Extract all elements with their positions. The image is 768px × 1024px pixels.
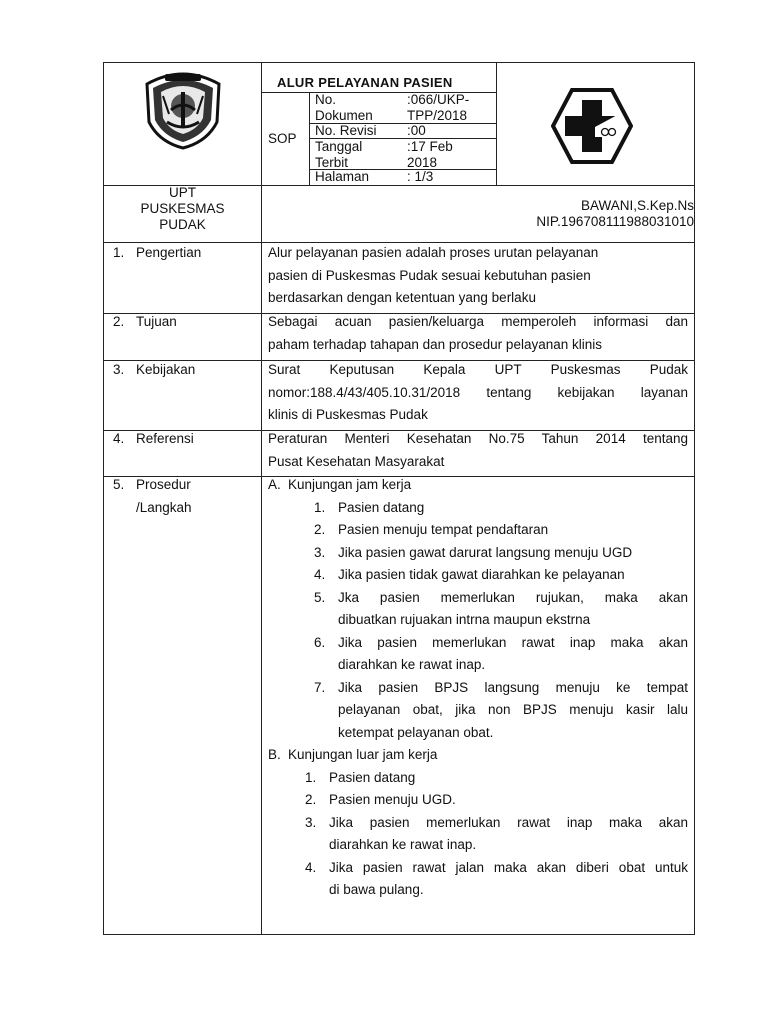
meta-value-tanggal: :17 Feb 2018 — [407, 139, 453, 170]
list-item: 1. Pasien datang — [305, 769, 416, 785]
meta-value-halaman: : 1/3 — [407, 169, 434, 184]
list-item: 4. Jika pasien rawat jalan maka akan diberi obat untuk di bawa pulang. — [305, 859, 688, 897]
document-title: ALUR PELAYANAN PASIEN — [277, 75, 453, 90]
procedure-group-heading: B. Kunjungan luar jam kerja — [268, 747, 438, 762]
list-item: 7. Jika pasien BPJS langsung menuju ke tempat pelayanan obat, jika non BPJS menuju kasir lalu ketempat pelayanan obat. — [314, 679, 688, 740]
section-label-tujuan: Tujuan — [136, 314, 177, 329]
section-content-tujuan: Sebagai acuan pasien/keluarga memperoleh informasi dan paham terhadap tahapan dan prosedur pelayanan klinis — [268, 314, 688, 352]
procedure-list-b — [305, 767, 688, 902]
procedure-group-heading: A. Kunjungan jam kerja — [268, 477, 412, 492]
section-number: 3. — [113, 362, 125, 377]
section-label-referensi: Referensi — [136, 431, 194, 446]
meta-label-halaman: Halaman — [315, 169, 370, 184]
sop-label: SOP — [268, 131, 297, 146]
column-divider — [261, 63, 262, 935]
list-item: 3. Jika pasien gawat darurat langsung menuju UGD — [314, 544, 633, 560]
section-number: 1. — [113, 245, 125, 260]
meta-label-no-dokumen: No. Dokumen — [315, 92, 373, 123]
regency-seal-icon — [137, 66, 229, 150]
section-number: 2. — [113, 314, 125, 329]
procedure-list-a — [314, 497, 688, 745]
list-item: 2. Pasien menuju UGD. — [305, 792, 456, 807]
meta-label-revisi: No. Revisi — [315, 123, 377, 138]
header-right-divider — [496, 63, 497, 185]
section-label-prosedur: Prosedur /Langkah — [136, 477, 192, 515]
list-item: 5. Jka pasien memerlukan rujukan, maka akan dibuatkan rujuakan intrna maupun ekstrna — [314, 589, 688, 627]
list-item: 2. Pasien menuju tempat pendaftaran — [314, 522, 549, 537]
meta-value-revisi: :00 — [407, 123, 426, 138]
sop-document — [103, 62, 695, 935]
list-item: 1. Pasien datang — [314, 499, 425, 515]
section-content-kebijakan: Surat Keputusan Kepala UPT Puskesmas Pudak nomor:188.4/43/405.10.31/2018 tentang kebijakan layanan klinis di Puskesmas Pudak — [268, 362, 688, 422]
signatory-nip: NIP.196708111988031010 — [536, 214, 694, 229]
section-content-pengertian: Alur pelayanan pasien adalah proses urutan pelayanan pasien di Puskesmas Pudak sesuai kebutuhan pasien berdasarkan dengan ketentuan yang berlaku — [268, 245, 599, 305]
section-number: 5. — [113, 477, 125, 492]
signatory — [496, 198, 694, 230]
meta-value-no-dokumen: :066/UKP- TPP/2018 — [407, 92, 470, 123]
section-number: 4. — [113, 431, 125, 446]
puskesmas-cross-icon — [551, 87, 633, 165]
list-item: 3. Jika pasien memerlukan rawat inap maka akan diarahkan ke rawat inap. — [305, 814, 688, 852]
list-item: 4. Jika pasien tidak gawat diarahkan ke pelayanan — [314, 567, 625, 582]
signatory-name: BAWANI,S.Kep.Ns — [580, 198, 694, 213]
list-item: 6. Jika pasien memerlukan rawat inap maka akan diarahkan ke rawat inap. — [314, 634, 688, 672]
section-content-referensi: Peraturan Menteri Kesehatan No.75 Tahun 2014 tentang Pusat Kesehatan Masyarakat — [268, 431, 688, 469]
procedure-content — [268, 474, 688, 902]
organization-name: UPT PUSKESMAS PUDAK — [140, 185, 225, 232]
section-label-kebijakan: Kebijakan — [136, 362, 196, 377]
section-label-pengertian: Pengertian — [136, 245, 202, 260]
meta-label-tanggal: Tanggal Terbit — [315, 139, 363, 170]
